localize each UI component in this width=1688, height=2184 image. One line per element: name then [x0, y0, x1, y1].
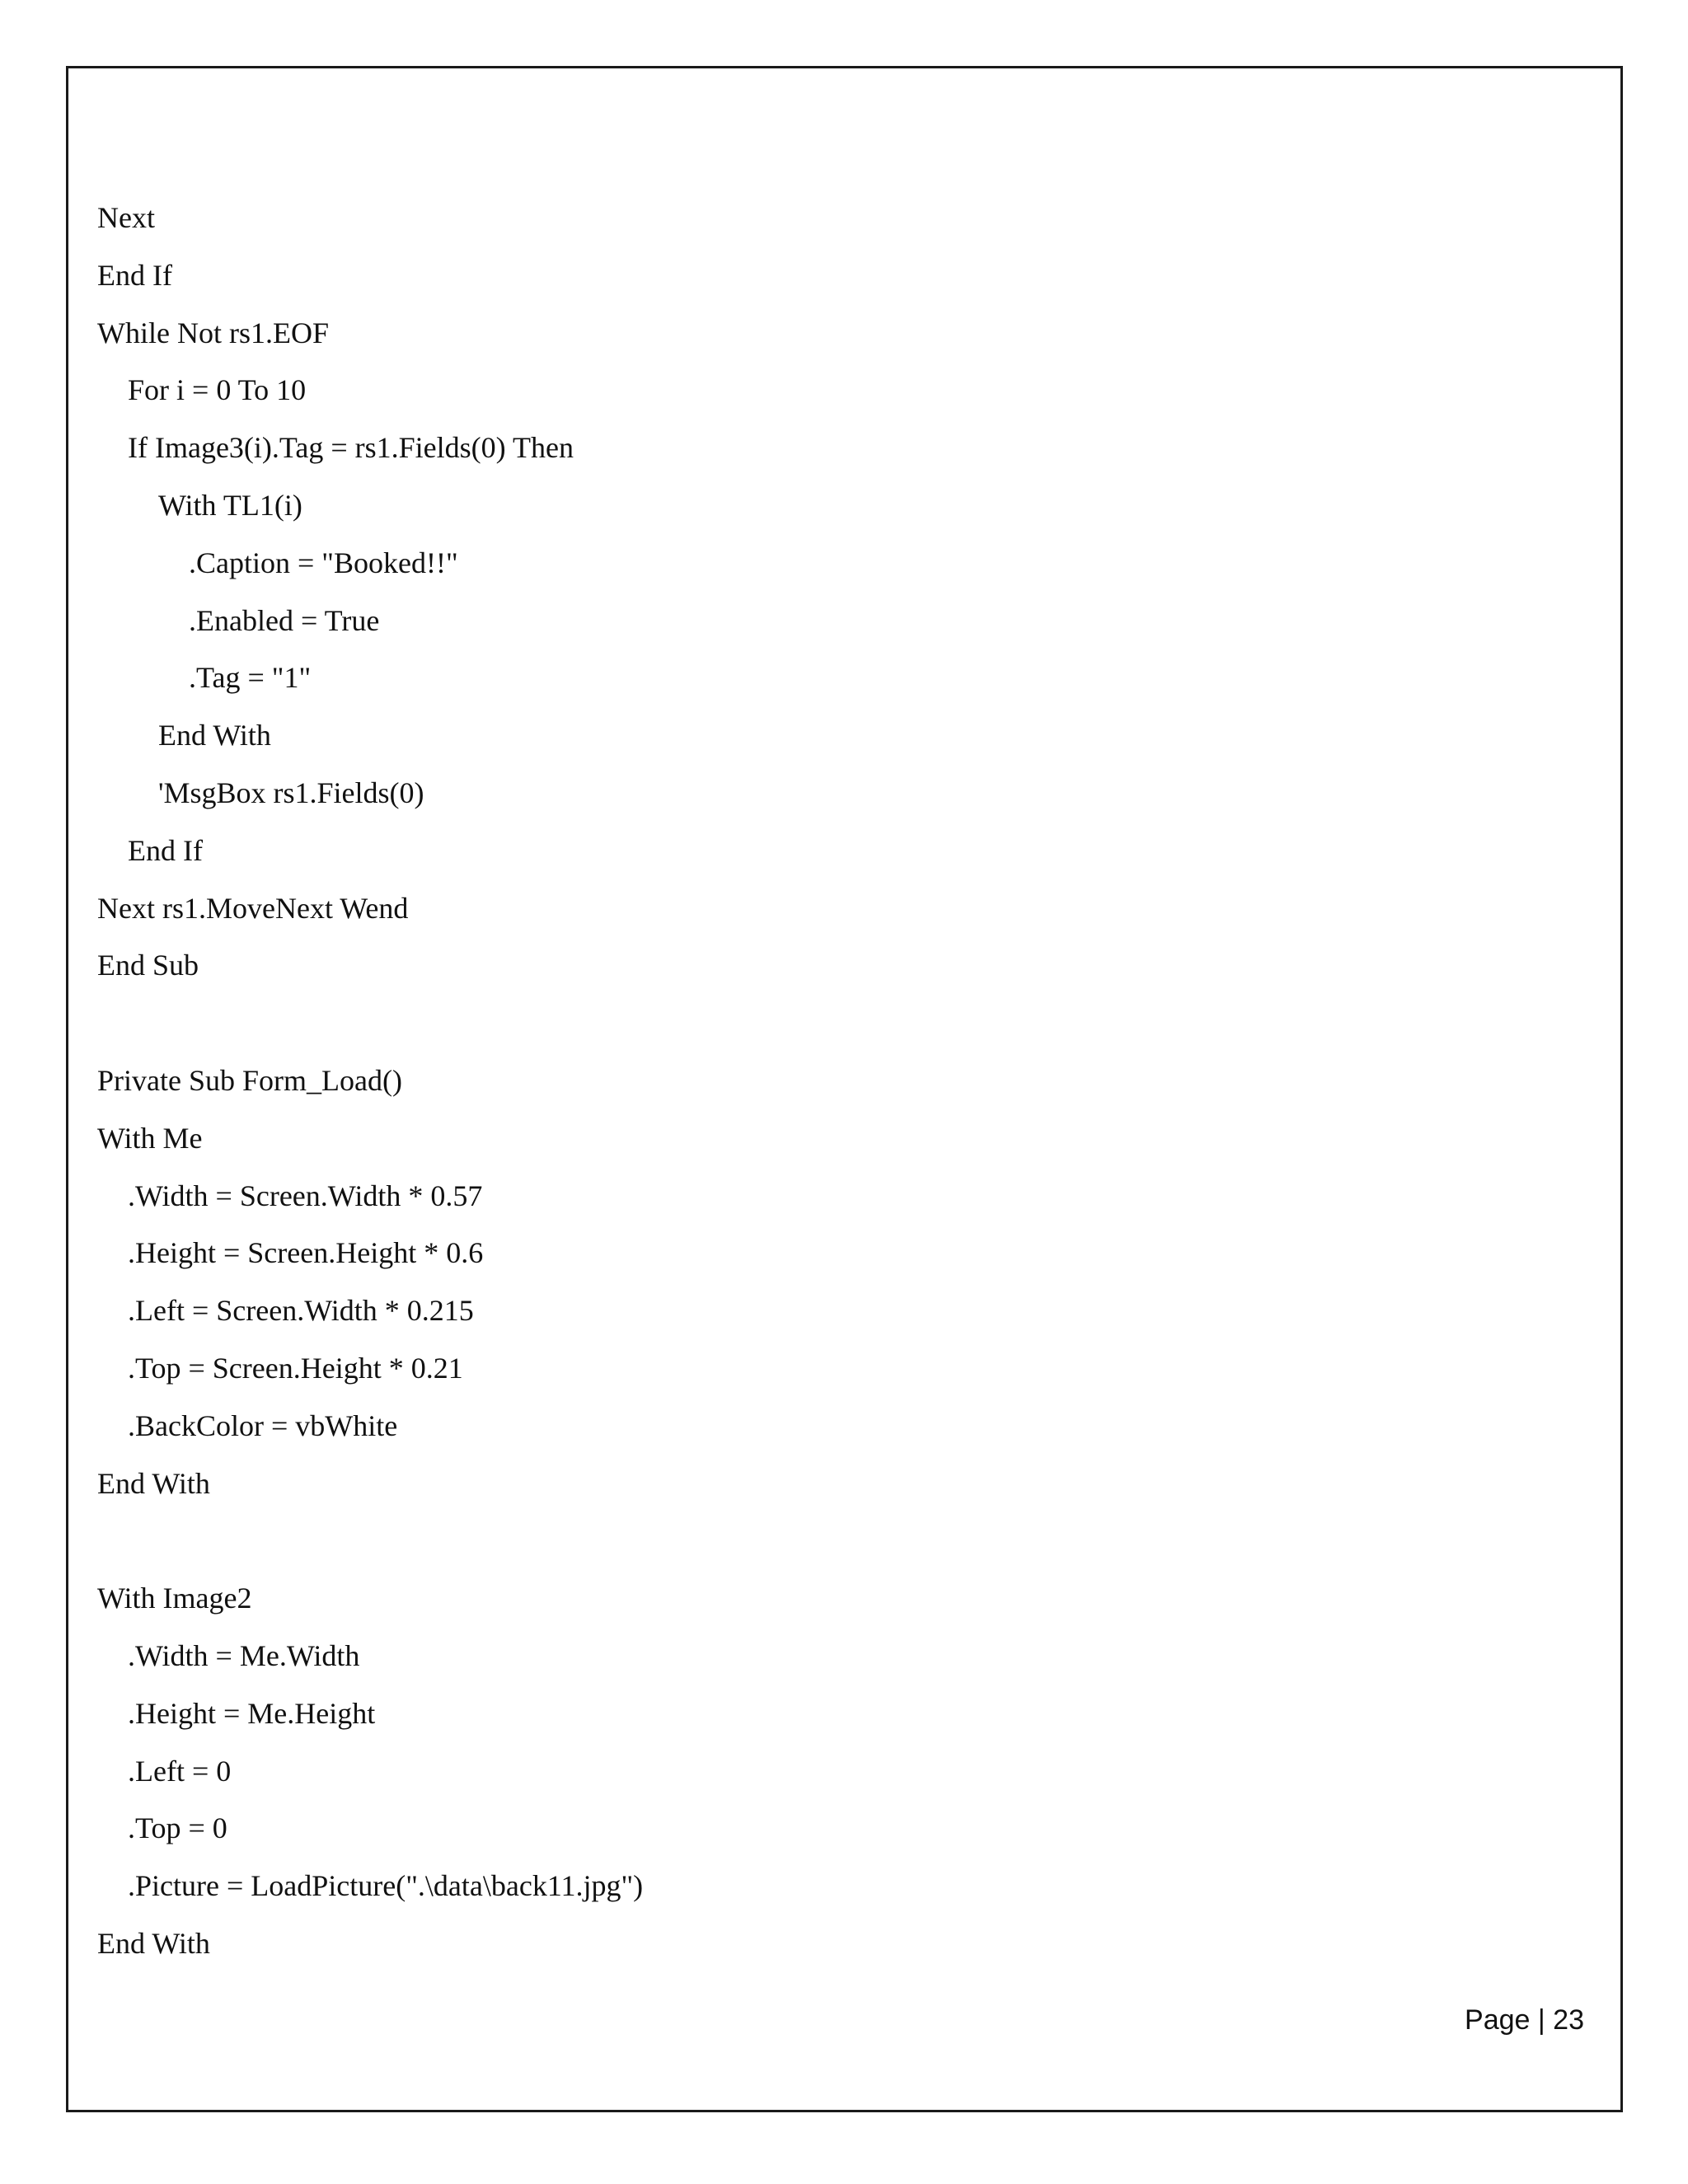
code-line: End If — [128, 833, 203, 867]
code-line: .Width = Screen.Width * 0.57 — [128, 1179, 483, 1212]
code-line: .Enabled = True — [189, 603, 380, 637]
code-line: .BackColor = vbWhite — [128, 1408, 398, 1442]
code-line: While Not rs1.EOF — [97, 316, 329, 349]
code-listing — [97, 196, 643, 1980]
blank-line — [97, 1001, 643, 1059]
code-line: .Top = Screen.Height * 0.21 — [128, 1351, 463, 1385]
code-line: .Top = 0 — [128, 1811, 227, 1845]
code-line: For i = 0 To 10 — [128, 373, 307, 407]
code-line: Next — [97, 201, 155, 234]
code-line: .Picture = LoadPicture(".\data\back11.jpg") — [128, 1869, 644, 1903]
code-line: End With — [158, 719, 271, 752]
code-line: .Height = Me.Height — [128, 1696, 376, 1730]
code-line: .Tag = "1" — [189, 661, 312, 695]
code-line: .Left = 0 — [128, 1754, 232, 1788]
code-line: End Sub — [97, 949, 199, 982]
code-line: .Left = Screen.Width * 0.215 — [128, 1294, 474, 1328]
code-line: 'MsgBox rs1.Fields(0) — [158, 776, 424, 809]
code-line: .Width = Me.Width — [128, 1638, 360, 1672]
code-line: Next rs1.MoveNext Wend — [97, 891, 409, 925]
code-line: With TL1(i) — [158, 488, 302, 522]
code-line: .Height = Screen.Height * 0.6 — [128, 1236, 484, 1270]
blank-line — [97, 1519, 643, 1577]
code-line: End With — [97, 1466, 210, 1500]
code-line: End With — [97, 1926, 210, 1960]
code-line: Private Sub Form_Load() — [97, 1063, 402, 1097]
code-line: With Me — [97, 1121, 203, 1155]
code-line: With Image2 — [97, 1582, 252, 1615]
code-line: End If — [97, 258, 172, 292]
code-line: .Caption = "Booked!!" — [189, 546, 458, 579]
page-number: Page | 23 — [1465, 2004, 1584, 2036]
code-line: If Image3(i).Tag = rs1.Fields(0) Then — [128, 431, 574, 465]
